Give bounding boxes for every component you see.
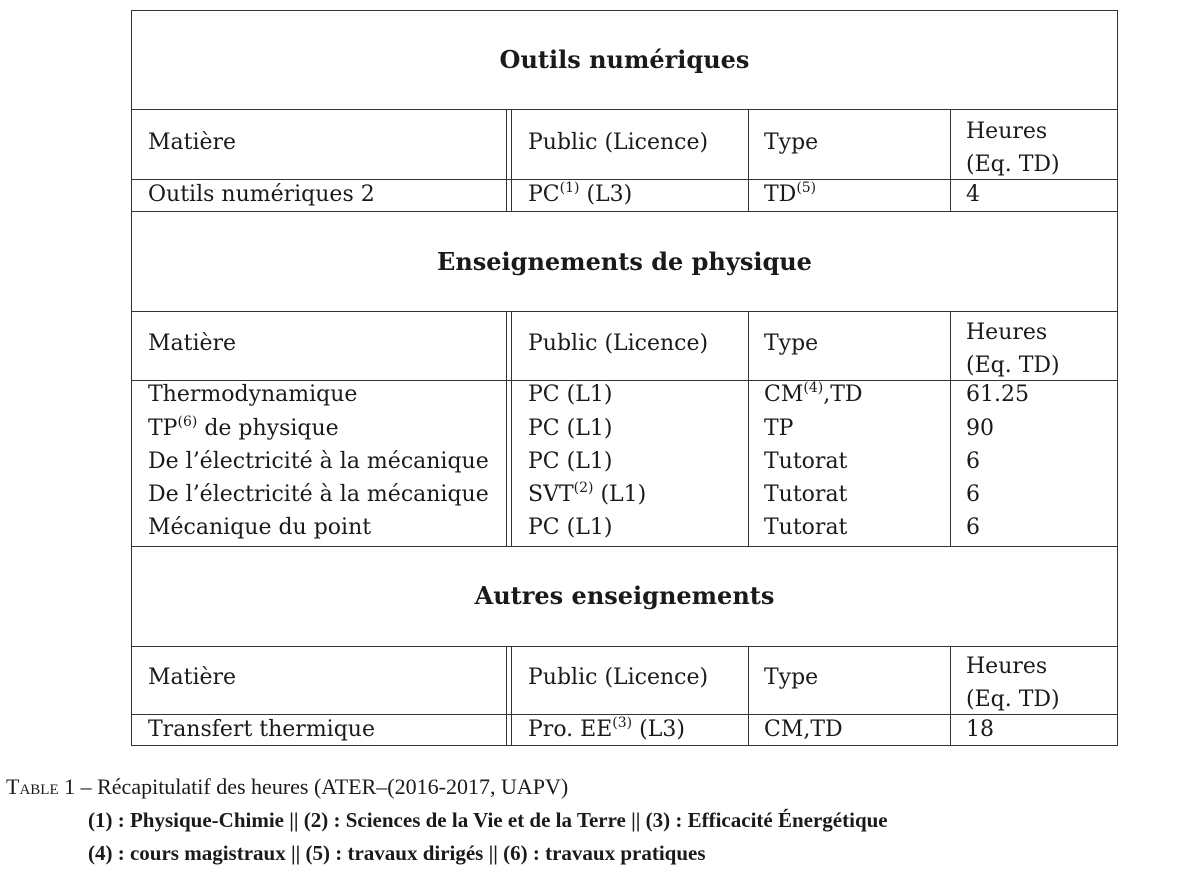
section-title-autres: Autres enseignements (474, 581, 775, 610)
table-row-type: CM$^{(4)}$,TD (764, 380, 863, 407)
section-title-outils: Outils numériques (499, 45, 750, 74)
column-rule (950, 311, 951, 546)
legend-line-2: (4) : cours magistraux || (5) : travaux dirigés || (6) : travaux pratiques (88, 841, 706, 865)
rule (132, 211, 1117, 212)
table-row-matiere: De l’électricité à la mécanique (148, 482, 489, 507)
col-header-public: Public (Licence) (528, 130, 709, 155)
column-rule (506, 311, 507, 546)
column-rule (748, 646, 749, 746)
column-rule (506, 109, 507, 211)
col-header-heures-line2: (Eq. TD) (966, 152, 1060, 177)
table-row-type: CM,TD (764, 717, 843, 742)
rule (132, 109, 1117, 110)
col-header-heures-line2: (Eq. TD) (966, 687, 1060, 712)
rule (132, 179, 1117, 180)
table-row-public: PC (L1) (528, 416, 613, 441)
table-row-heures: 90 (966, 416, 994, 441)
table-row-heures: 6 (966, 515, 980, 540)
legend-line-1: (1) : Physique-Chimie || (2) : Sciences de la Vie et de la Terre || (3) : Efficacité Énergétique (88, 808, 888, 832)
caption-text: – Récapitulatif des heures (ATER–(2016-2017, UAPV) (75, 774, 569, 799)
rule (132, 311, 1117, 312)
hours-table (131, 10, 1118, 746)
section-title-physique: Enseignements de physique (437, 247, 812, 276)
col-header-heures-line1: Heures (966, 654, 1048, 679)
table-row-heures: 4 (966, 182, 980, 207)
col-header-public: Public (Licence) (528, 331, 709, 356)
col-header-matiere: Matière (148, 665, 237, 690)
col-header-heures (966, 650, 1060, 716)
table-row-type: TD$^{(5)}$ (764, 180, 817, 207)
table-row-public: PC (L1) (528, 449, 613, 474)
table-row-type: Tutorat (764, 515, 848, 540)
table-row-type: Tutorat (764, 482, 848, 507)
rule (132, 546, 1117, 547)
caption-label: Table 1 (6, 774, 76, 799)
col-header-matiere: Matière (148, 130, 237, 155)
table-row-matiere: TP$^{(6)}$ de physique (148, 414, 339, 441)
col-header-type: Type (764, 665, 819, 690)
col-header-type: Type (764, 130, 819, 155)
column-rule (511, 646, 512, 746)
column-rule (511, 109, 512, 211)
table-row-public: PC$^{(1)}$ (L3) (528, 180, 633, 207)
column-rule (950, 646, 951, 746)
col-header-type: Type (764, 331, 819, 356)
rule (132, 380, 1117, 381)
col-header-heures (966, 115, 1060, 181)
rule (132, 646, 1117, 647)
col-header-matiere: Matière (148, 331, 237, 356)
table-row-matiere: De l’électricité à la mécanique (148, 449, 489, 474)
table-row-heures: 18 (966, 717, 994, 742)
table-row-matiere: Thermodynamique (148, 382, 358, 407)
col-header-heures (966, 316, 1060, 382)
table-row-matiere: Outils numériques 2 (148, 182, 375, 207)
table-row-heures: 6 (966, 449, 980, 474)
table-row-heures: 6 (966, 482, 980, 507)
column-rule (511, 311, 512, 546)
column-rule (748, 311, 749, 546)
table-row-public: Pro. EE$^{(3)}$ (L3) (528, 715, 685, 742)
table-row-type: Tutorat (764, 449, 848, 474)
table-caption (6, 774, 568, 800)
col-header-heures-line1: Heures (966, 320, 1048, 345)
column-rule (950, 109, 951, 211)
col-header-public: Public (Licence) (528, 665, 709, 690)
table-row-matiere: Mécanique du point (148, 515, 372, 540)
table-row-public: SVT$^{(2)}$ (L1) (528, 480, 647, 507)
table-row-heures: 61.25 (966, 382, 1029, 407)
table-row-public: PC (L1) (528, 515, 613, 540)
table-row-public: PC (L1) (528, 382, 613, 407)
col-header-heures-line2: (Eq. TD) (966, 353, 1060, 378)
table-row-matiere: Transfert thermique (148, 717, 375, 742)
table-row-type: TP (764, 416, 794, 441)
column-rule (506, 646, 507, 746)
column-rule (748, 109, 749, 211)
col-header-heures-line1: Heures (966, 119, 1048, 144)
